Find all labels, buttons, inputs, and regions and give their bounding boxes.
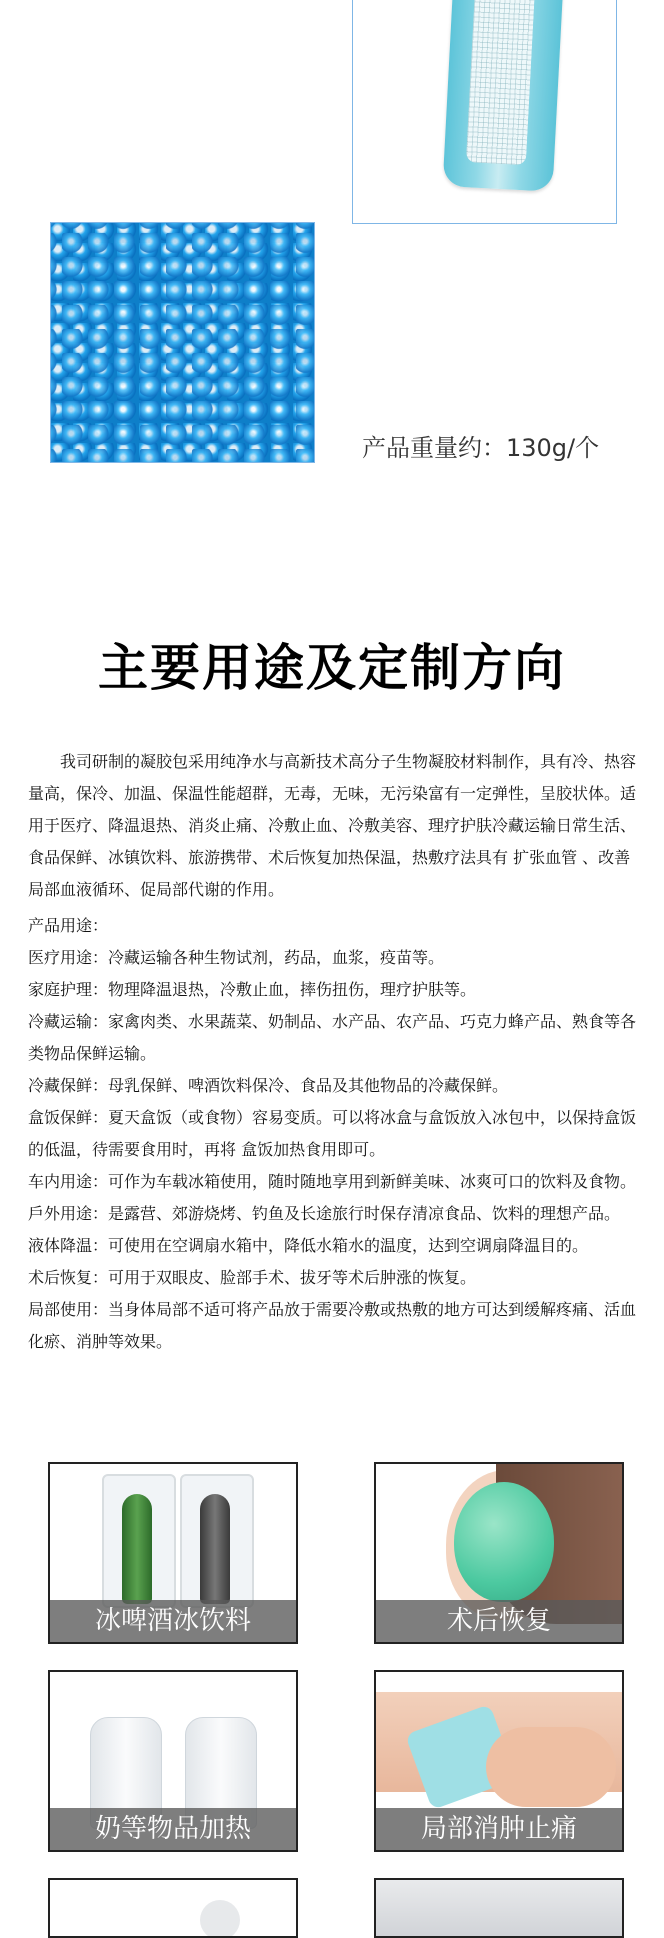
gel-strap-illustration	[443, 0, 564, 192]
use-item-cold-preservation: 冷藏保鲜：母乳保鲜、啤酒饮料保冷、食品及其他物品的冷藏保鲜。	[28, 1076, 509, 1095]
product-uses-list	[28, 910, 644, 1358]
gel-face-mask-illustration	[454, 1482, 554, 1602]
hand-illustration	[486, 1727, 616, 1807]
gallery-tile-partial-5	[48, 1878, 298, 1938]
gallery-tile-cold-beer	[48, 1462, 298, 1644]
gallery-tile-post-surgery	[374, 1462, 624, 1644]
use-item-in-car: 车内用途：可作为车载冰箱使用，随时随地享用到新鲜美味、冰爽可口的饮料及食物。	[28, 1172, 637, 1191]
use-item-liquid-cooling: 液体降温：可使用在空调扇水箱中，降低水箱水的温度，达到空调扇降温目的。	[28, 1236, 589, 1255]
use-item-post-surgery: 术后恢复：可用于双眼皮、脸部手术、拔牙等术后肿涨的恢复。	[28, 1268, 477, 1287]
gel-beads-photo	[50, 222, 315, 463]
intro-text: 我司研制的凝胶包采用纯净水与高新技术高分子生物凝胶材料制作，具有冷、热容量高，保冷、加温、保温性能超群，无毒，无味，无污染富有一定弹性，呈胶状体。适用于医疗、降温退热、消炎止痛、冷敷止血、冷敷美容、理疗护肤冷藏运输日常生活、食品保鲜、冰镇饮料、旅游携带、术后恢复加热保温，热敷疗法具有 扩张血管 、改善局部血液循环、促局部代谢的作用。	[28, 752, 637, 899]
gallery-tile-partial-6	[374, 1878, 624, 1938]
dark-bottle-illustration	[200, 1494, 230, 1604]
product-weight-text: 产品重量约：130g/个	[362, 434, 600, 462]
caption-cold-beer: 冰啤酒冰饮料	[50, 1600, 296, 1642]
use-item-medical: 医疗用途：冷藏运输各种生物试剂，药品，血浆，疫苗等。	[28, 948, 445, 967]
use-item-local-use: 局部使用：当身体局部不适可将产品放于需要冷敷或热敷的地方可达到缓解疼痛、活血化瘀、消肿等效果。	[28, 1300, 637, 1351]
gallery-tile-milk-heating	[48, 1670, 298, 1852]
gallery-tile-swelling-relief	[374, 1670, 624, 1852]
use-item-outdoor: 戶外用途：是露营、郊游烧烤、钓鱼及长途旅行时保存清凉食品、饮料的理想产品。	[28, 1204, 621, 1223]
intro-paragraph	[28, 746, 644, 906]
caption-post-surgery: 术后恢复	[376, 1600, 622, 1642]
use-item-home-care: 家庭护理：物理降温退热，冷敷止血，摔伤扭伤，理疗护肤等。	[28, 980, 477, 999]
uses-heading: 产品用途：	[28, 916, 109, 935]
caption-milk-heating: 奶等物品加热	[50, 1808, 296, 1850]
caption-swelling-relief: 局部消肿止痛	[376, 1808, 622, 1850]
use-item-cold-transport: 冷藏运输：家禽肉类、水果蔬菜、奶制品、水产品、农产品、巧克力蜂产品、熟食等各类物品保鲜运输。	[28, 1012, 637, 1063]
gel-strap-photo	[352, 0, 617, 224]
use-item-lunchbox: 盒饭保鲜：夏天盒饭（或食物）容易变质。可以将冰盒与盒饭放入冰包中，以保持盒饭的低温，待需要食用时，再将 盒饭加热食用即可。	[28, 1108, 637, 1159]
green-bottle-illustration	[122, 1494, 152, 1604]
section-title: 主要用途及定制方向	[98, 639, 566, 697]
